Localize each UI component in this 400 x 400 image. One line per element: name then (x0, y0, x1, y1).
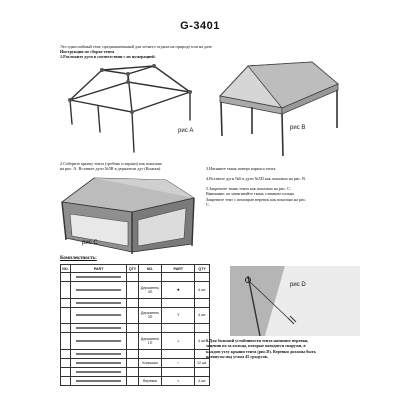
table-row (61, 282, 210, 298)
table-row (61, 324, 210, 333)
step-5-line-2: Внимание: не натягивайте ткань слишком сильно. (206, 191, 296, 197)
connector-1-icon: ⊥ (162, 333, 195, 349)
part-name: Веревки (138, 376, 162, 385)
figure-c-tent-walls (58, 174, 198, 254)
step-5-line-4: C. (206, 202, 210, 208)
table-row (61, 367, 210, 376)
parts-col-no-2: NO. (138, 265, 162, 273)
table-row (61, 298, 210, 307)
figure-c-caption: рис C (82, 240, 98, 246)
step-2-line-1: 2.Соберите крышу тента (гребень и карниз) как показано (60, 161, 162, 166)
step-3-text: 3.Натяните ткань поверх каркаса тента. (206, 166, 277, 171)
step-4-text: 4.Вставьте дуги №6 в дуги №5D как показано на рис. B. (206, 176, 307, 181)
part-qty: 4 шт. (195, 282, 210, 298)
part-qty: 4 шт. (195, 376, 210, 385)
figure-d-detail (230, 266, 360, 336)
parts-table-body (61, 273, 210, 386)
intro-line-2: Инструкция по сборке тента (60, 49, 115, 55)
step-2-text (60, 161, 200, 172)
figure-d-caption: рис D (290, 282, 306, 288)
figure-b-tent (208, 58, 343, 158)
table-row (61, 376, 210, 385)
step-6-line-4: натянуты под углом 45 градусов. (206, 353, 268, 359)
table-row (61, 273, 210, 282)
table-row (61, 349, 210, 358)
step-5-line-1: 5.Закрепите ткань тента как показано на рис. C. (206, 186, 292, 191)
connector-4-icon: ✚ (162, 282, 195, 298)
step-5-text (206, 186, 371, 208)
parts-table (60, 264, 210, 386)
stake-icon: ⌐ (162, 358, 195, 367)
rope-icon: ∿ (162, 376, 195, 385)
step-5-line-3: Закрепите тент с помощью веревок как показано на рис. (206, 196, 307, 202)
step-6-line-2: зацепив их за кольца, которые находятся снаружи, в (206, 343, 306, 349)
step-6-line-1: 6.Для большей устойчивости тента натяните веревки, (206, 338, 309, 343)
parts-col-part-1: PART (70, 265, 127, 273)
part-name: Держатель 4П (138, 282, 162, 298)
parts-heading: Комплектность: (60, 256, 97, 261)
figure-a-caption: рис A (178, 128, 194, 134)
step-6-line-3: каждом углу крыши тента (рис.D). Веревки должны быть (206, 348, 316, 354)
part-qty: 4 шт. (195, 333, 210, 349)
page-title: G-3401 (180, 20, 220, 32)
step-6-text (206, 338, 356, 359)
parts-col-no-1: NO. (62, 266, 69, 271)
figure-b-caption: рис B (290, 125, 306, 131)
figure-a-frame (62, 62, 202, 157)
parts-col-qty-2: QTY (195, 265, 210, 273)
table-row (61, 358, 210, 367)
connector-3-icon: Y (162, 307, 195, 323)
table-row (61, 307, 210, 323)
part-name: Колышки (138, 358, 162, 367)
intro-line-3: 1.Разложите дуги в соответствии с их нумерацией. (60, 54, 156, 60)
table-row (61, 333, 210, 349)
part-qty: 4 шт. (195, 307, 210, 323)
part-name: Держатель 1П (138, 333, 162, 349)
part-name: Держатель 3П (138, 307, 162, 323)
step-2-line-2: на рис. А. Вставьте дуги №5В в держатели дуг (Коньки). (60, 166, 162, 172)
intro-line-1: Это однослойный тент, предназначенный для летнего отдыха на природе или на даче. (60, 44, 213, 49)
parts-col-qty-1: QTY (128, 266, 137, 271)
parts-col-part-2: PART (162, 265, 195, 273)
part-qty: 12 шт. (195, 358, 210, 367)
